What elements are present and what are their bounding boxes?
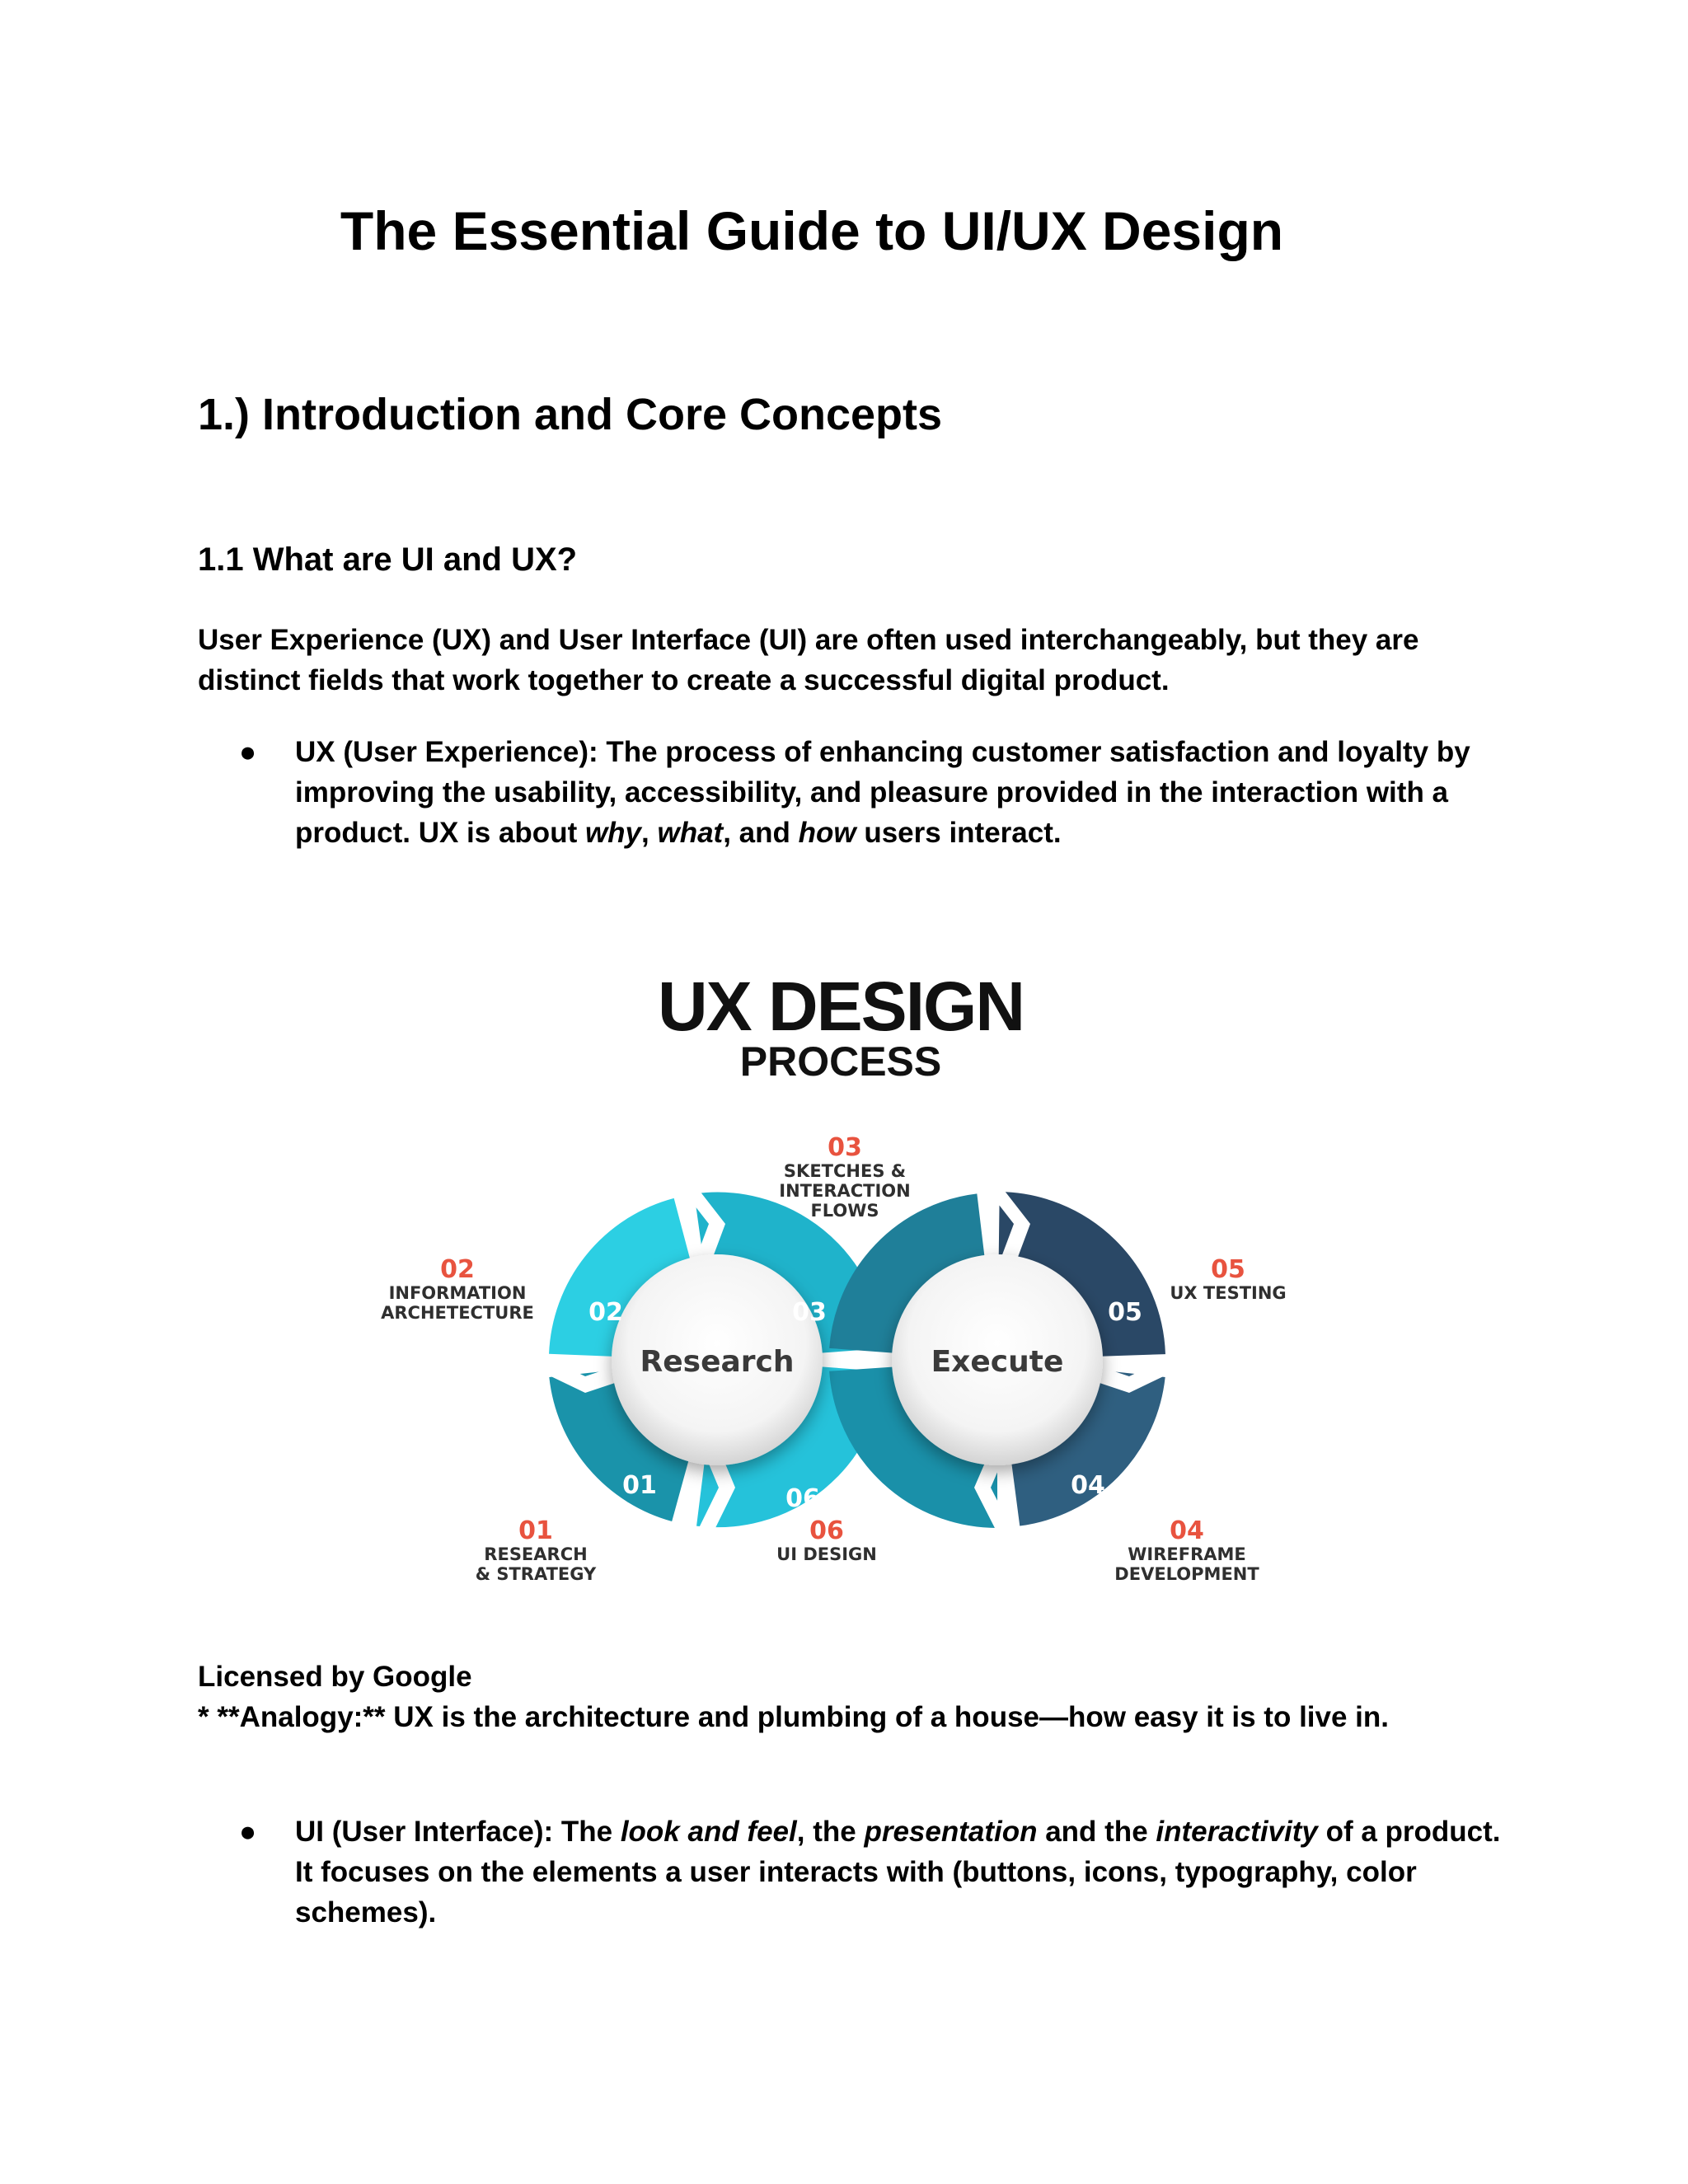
- ui-presentation: presentation: [864, 1816, 1038, 1848]
- ux-bullet-lead: UX (User Experience): The process of enhancing customer satisfaction and loyalty by improving the usability, accessibility, and pleasure provided in the interaction with a product. UX is about: [295, 736, 1470, 849]
- step-05-line1: UX TESTING: [1170, 1283, 1287, 1303]
- ui-sep2: and the: [1037, 1816, 1156, 1848]
- step-04-line2: DEVELOPMENT: [1114, 1564, 1259, 1584]
- ui-sep1: , the: [796, 1816, 865, 1848]
- ux-what: what: [657, 817, 724, 849]
- step-02-number: 02: [440, 1255, 475, 1284]
- document-title: The Essential Guide to UI/UX Design: [340, 200, 1284, 261]
- ux-how: how: [798, 817, 856, 849]
- step-01-number: 01: [518, 1516, 553, 1545]
- figure-subtitle: PROCESS: [739, 1038, 942, 1085]
- step-03-line1: SKETCHES &: [783, 1161, 907, 1181]
- analogy-line: * **Analogy:** UX is the architecture and plumbing of a house—how easy it is to live in.: [198, 1701, 1389, 1733]
- ui-look-and-feel: look and feel: [620, 1816, 797, 1848]
- ring-number-02: 02: [588, 1298, 623, 1327]
- ring-number-06: 06: [785, 1484, 820, 1513]
- ux-bullet-text: [295, 732, 1508, 853]
- bullet-dot: ●: [239, 1816, 257, 1848]
- figure-title: UX DESIGN: [657, 968, 1025, 1045]
- bullet-dot: ●: [239, 736, 257, 768]
- ui-bullet-tail: of a product. It focuses on the elements a user interacts with (buttons, icons, typography, color schemes).: [295, 1816, 1501, 1929]
- ring-number-04: 04: [1071, 1471, 1105, 1500]
- step-01-line1: RESEARCH: [484, 1544, 588, 1564]
- ux-bullet: [239, 732, 1508, 853]
- section-heading: 1.) Introduction and Core Concepts: [198, 390, 943, 439]
- research-hub-label: Research: [640, 1345, 795, 1379]
- ux-why: why: [584, 817, 642, 849]
- ui-bullet-lead: UI (User Interface): The: [295, 1816, 621, 1848]
- subsection-heading: 1.1 What are UI and UX?: [198, 541, 578, 578]
- ui-bullet-text: [295, 1811, 1508, 1933]
- step-06-number: 06: [809, 1516, 844, 1545]
- ux-bullet-tail: users interact.: [856, 817, 1062, 849]
- ring-number-05: 05: [1108, 1298, 1142, 1327]
- ux-sep2: , and: [723, 817, 799, 849]
- step-03-line2: INTERACTION: [779, 1181, 911, 1201]
- step-04-number: 04: [1170, 1516, 1204, 1545]
- step-02-line2: ARCHETECTURE: [381, 1303, 534, 1323]
- ui-interactivity: interactivity: [1156, 1816, 1318, 1848]
- license-caption: Licensed by Google: [198, 1661, 472, 1693]
- ui-bullet: [239, 1811, 1508, 1933]
- ux-sep1: ,: [641, 817, 658, 849]
- ring-number-01: 01: [622, 1471, 657, 1500]
- step-02-line1: INFORMATION: [388, 1283, 527, 1303]
- step-03-line3: FLOWS: [810, 1201, 879, 1221]
- ux-design-process-figure: [363, 940, 1319, 1591]
- intro-paragraph: User Experience (UX) and User Interface (UI) are often used interchangeably, but they are distinct fields that work together to create a successful digital product.: [198, 624, 1419, 696]
- step-06-line1: UI DESIGN: [776, 1544, 877, 1564]
- step-01-line2: & STRATEGY: [475, 1564, 597, 1584]
- step-05-number: 05: [1211, 1255, 1245, 1284]
- step-04-line1: WIREFRAME: [1128, 1544, 1246, 1564]
- ring-number-03: 03: [792, 1298, 827, 1327]
- step-03-number: 03: [828, 1133, 862, 1162]
- execute-hub-label: Execute: [931, 1345, 1064, 1379]
